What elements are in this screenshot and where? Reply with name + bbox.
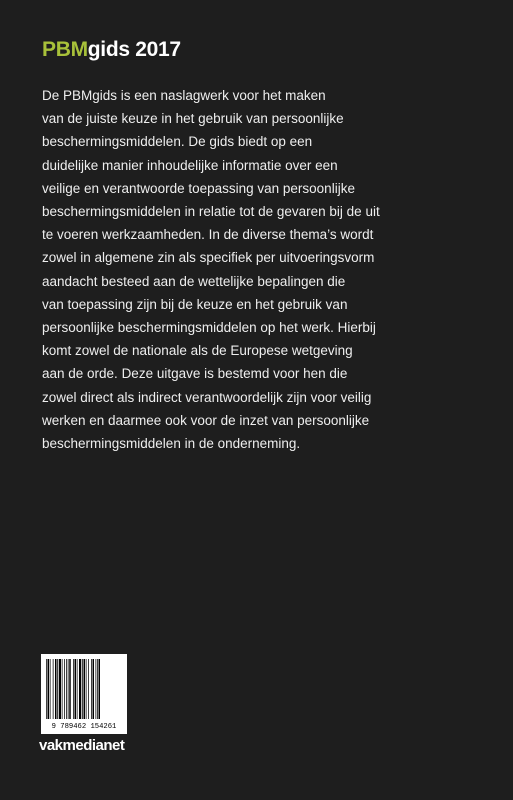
barcode-graphic xyxy=(41,654,127,734)
barcode-bar xyxy=(73,659,74,719)
barcode-bar xyxy=(64,659,65,719)
barcode-bar xyxy=(84,659,86,719)
blurb-line: zowel direct als indirect verantwoordelijk zijn voor veilig xyxy=(42,389,372,405)
blurb-line: beschermingsmiddelen in de onderneming. xyxy=(42,436,301,452)
blurb-line: De PBMgids is een naslagwerk voor het maken xyxy=(42,88,326,103)
blurb-text xyxy=(42,84,412,455)
blurb-line: persoonlijke beschermingsmiddelen op het werk. Hierbij xyxy=(42,320,376,336)
book-title xyxy=(42,38,181,62)
blurb-line: werken en daarmee ook voor de inzet van persoonlijke xyxy=(42,412,370,428)
barcode-bar xyxy=(46,659,47,719)
blurb-line: aandacht besteed aan de wettelijke bepalingen die xyxy=(42,273,346,289)
barcode-bar xyxy=(50,659,51,719)
barcode-bar xyxy=(55,659,57,719)
blurb-line: van toepassing zijn bij de keuze en het gebruik van xyxy=(42,296,348,312)
blurb-line: aan de orde. Deze uitgave is bestemd voor hen die xyxy=(42,366,348,382)
blurb-line: zowel in algemene zin als specifiek per uitvoeringsvorm xyxy=(42,250,375,266)
barcode-bar xyxy=(93,659,95,719)
isbn-barcode xyxy=(41,654,127,734)
blurb-line: beschermingsmiddelen in relatie tot de gevaren bij de uit xyxy=(42,204,380,220)
barcode-bars xyxy=(46,659,100,719)
barcode-bar xyxy=(79,659,81,719)
barcode-bar xyxy=(97,659,98,719)
blurb-line: van de juiste keuze in het gebruik van persoonlijke xyxy=(42,111,344,127)
barcode-bar xyxy=(66,659,67,719)
barcode-bar xyxy=(99,659,101,719)
barcode-bar xyxy=(82,659,83,719)
barcode-bar xyxy=(96,659,97,719)
barcode-bar xyxy=(62,659,63,719)
title-rest: gids 2017 xyxy=(87,38,181,61)
barcode-bar xyxy=(91,659,92,719)
barcode-bar xyxy=(53,659,54,719)
barcode-bar xyxy=(75,659,77,719)
blurb-line: te voeren werkzaamheden. In de diverse thema’s wordt xyxy=(42,227,374,243)
isbn-digits: 9 789462 154261 xyxy=(51,723,117,731)
blurb-line: komt zowel de nationale als de Europese wetgeving xyxy=(42,343,353,359)
barcode-bar xyxy=(48,659,50,719)
blurb-line: duidelijke manier inhoudelijke informatie over een xyxy=(42,157,338,173)
barcode-bar xyxy=(59,659,61,719)
barcode-bar xyxy=(69,659,71,719)
barcode-bar xyxy=(68,659,69,719)
blurb-line: veilige en verantwoorde toepassing van persoonlijke xyxy=(42,180,355,196)
blurb-line: beschermingsmiddelen. De gids biedt op een xyxy=(42,134,313,150)
title-brand: PBM xyxy=(42,38,88,61)
barcode-bar xyxy=(57,659,58,719)
barcode-bar xyxy=(77,659,78,719)
barcode-bar xyxy=(86,659,87,719)
publisher-logo: vakmedianet xyxy=(39,737,125,754)
barcode-bar xyxy=(88,659,89,719)
